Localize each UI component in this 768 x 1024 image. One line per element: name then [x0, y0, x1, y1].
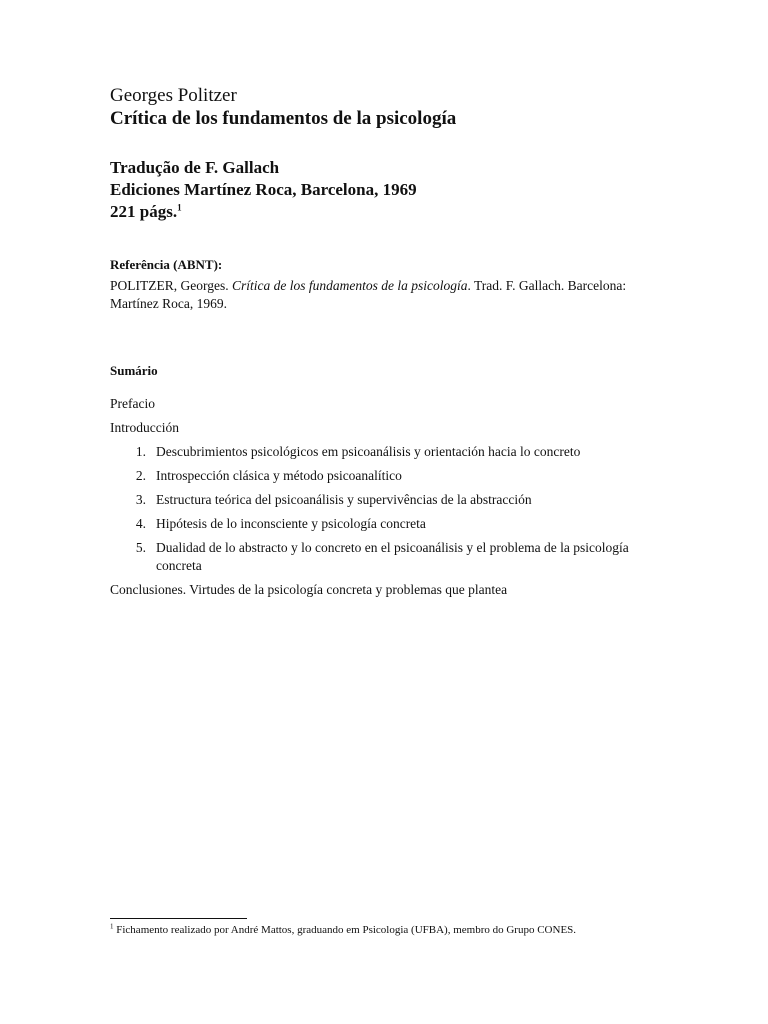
chapter-number: 5.	[135, 540, 146, 555]
list-item	[110, 491, 670, 509]
chapter-number: 2.	[135, 468, 146, 483]
footnote-mark: 1	[110, 922, 114, 931]
publisher-line: Ediciones Martínez Roca, Barcelona, 1969	[110, 180, 417, 199]
toc-introduction: Introducción	[110, 420, 179, 435]
reference-suffix: . Trad. F. Gallach. Barcelona: Martínez Roca, 1969.	[110, 278, 627, 311]
reference-prefix: POLITZER, Georges.	[110, 278, 232, 293]
summary-label: Sumário	[110, 363, 158, 378]
toc-conclusions: Conclusiones. Virtudes de la psicología concreta y problemas que plantea	[110, 582, 508, 597]
chapter-title: Hipótesis de lo inconsciente y psicología concreta	[156, 516, 426, 531]
chapter-title: Introspección clásica y método psicoanalítico	[156, 468, 402, 483]
chapter-number: 1.	[135, 444, 146, 459]
chapter-list	[110, 443, 670, 575]
toc-preface: Prefacio	[110, 396, 155, 411]
chapter-title: Dualidad de lo abstracto y lo concreto en el psicoanálisis y el problema de la psicología concreta	[156, 540, 629, 573]
chapter-title: Estructura teórica del psicoanálisis y supervivências de la abstracción	[156, 492, 532, 507]
author-name: Georges Politzer	[110, 85, 237, 106]
reference-italic-title: Crítica de los fundamentos de la psicología	[231, 278, 468, 293]
book-title: Crítica de los fundamentos de la psicología	[110, 108, 457, 129]
table-of-contents	[110, 395, 670, 599]
footnote-divider	[110, 918, 247, 919]
document-page	[110, 84, 670, 605]
translation-line: Tradução de F. Gallach	[110, 158, 280, 177]
chapter-number: 3.	[135, 492, 146, 507]
footnote-marker: 1	[177, 202, 182, 213]
list-item	[110, 467, 670, 485]
list-item	[110, 443, 670, 461]
chapter-title: Descubrimientos psicológicos em psicoanálisis y orientación hacia lo concreto	[156, 444, 581, 459]
reference-citation	[110, 277, 670, 313]
chapter-number: 4.	[135, 516, 146, 531]
pages-line	[110, 201, 670, 223]
footnote-text: Fichamento realizado por André Mattos, graduando em Psicologia (UFBA), membro do Grupo CONES.	[113, 924, 577, 936]
reference-label: Referência (ABNT):	[110, 257, 223, 272]
list-item	[110, 515, 670, 533]
list-item	[110, 539, 670, 575]
publication-info	[110, 157, 670, 223]
pages-count: 221 págs.	[110, 202, 178, 221]
footnote	[110, 923, 710, 937]
